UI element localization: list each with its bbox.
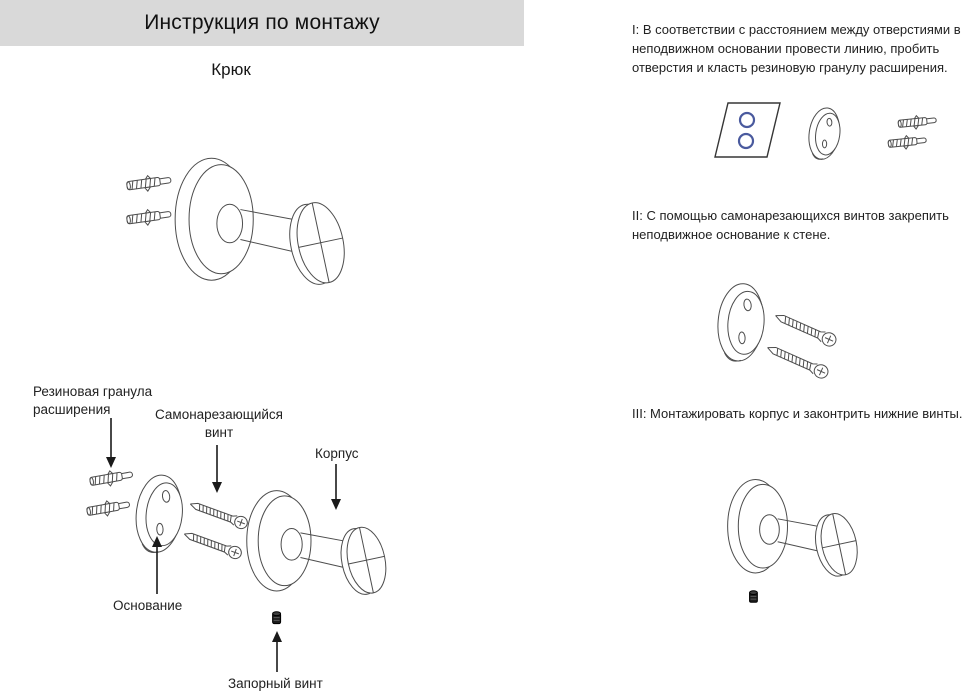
self-tapping-screw-icon	[765, 342, 830, 381]
callout-arrow-icon	[329, 464, 343, 510]
assembled-hook-illustration	[110, 148, 360, 318]
step-2-instruction: II: С помощью самонарезающихся винтов закрепить неподвижное основание к стене.	[632, 208, 949, 242]
wall-plug-icon	[89, 467, 134, 489]
hook-body-icon	[175, 158, 351, 289]
wall-plug-icon	[126, 207, 172, 228]
wall-plug-icon	[86, 497, 131, 519]
wall-plug-icon	[126, 173, 172, 194]
set-screw-icon	[273, 612, 281, 624]
wall-plug-icon	[888, 134, 927, 151]
wall-plug-icon	[898, 114, 937, 131]
hook-body-icon	[247, 491, 392, 598]
callout-self-tapping-screw: Самонарезающийся винт	[155, 407, 283, 440]
step-3-instruction: III: Монтажировать корпус и законтрить нижние винты.	[632, 406, 963, 421]
callout-arrow-icon	[270, 631, 284, 672]
step-3-illustration	[715, 472, 900, 612]
page-title: Инструкция по монтажу	[144, 11, 380, 34]
base-ring-icon	[806, 106, 844, 162]
callout-base: Основание	[113, 598, 183, 613]
wall-panel-icon	[715, 103, 780, 157]
set-screw-icon	[750, 591, 758, 603]
callout-arrow-icon	[150, 536, 164, 594]
header-bar	[0, 0, 524, 46]
base-ring-icon	[715, 282, 768, 364]
step-1-instruction: I: В соответствии с расстоянием между отверстиями в неподвижном основании провести линию, пробить отверстия и класть резиновую гранулу расширения.	[632, 22, 961, 75]
product-title: Крюк	[211, 60, 251, 79]
callout-body: Корпус	[315, 446, 359, 461]
callout-rubber-plug: Резиновая гранула расширения	[33, 384, 153, 417]
callout-arrow-icon	[104, 418, 118, 468]
callout-arrow-icon	[210, 445, 224, 493]
step-2-illustration	[705, 273, 890, 383]
self-tapping-screw-icon	[773, 310, 838, 349]
self-tapping-screw-icon	[182, 528, 243, 560]
callout-lock-screw: Запорный винт	[228, 676, 323, 691]
hook-body-icon	[728, 479, 863, 579]
self-tapping-screw-icon	[188, 498, 249, 530]
step-1-illustration	[700, 95, 955, 173]
